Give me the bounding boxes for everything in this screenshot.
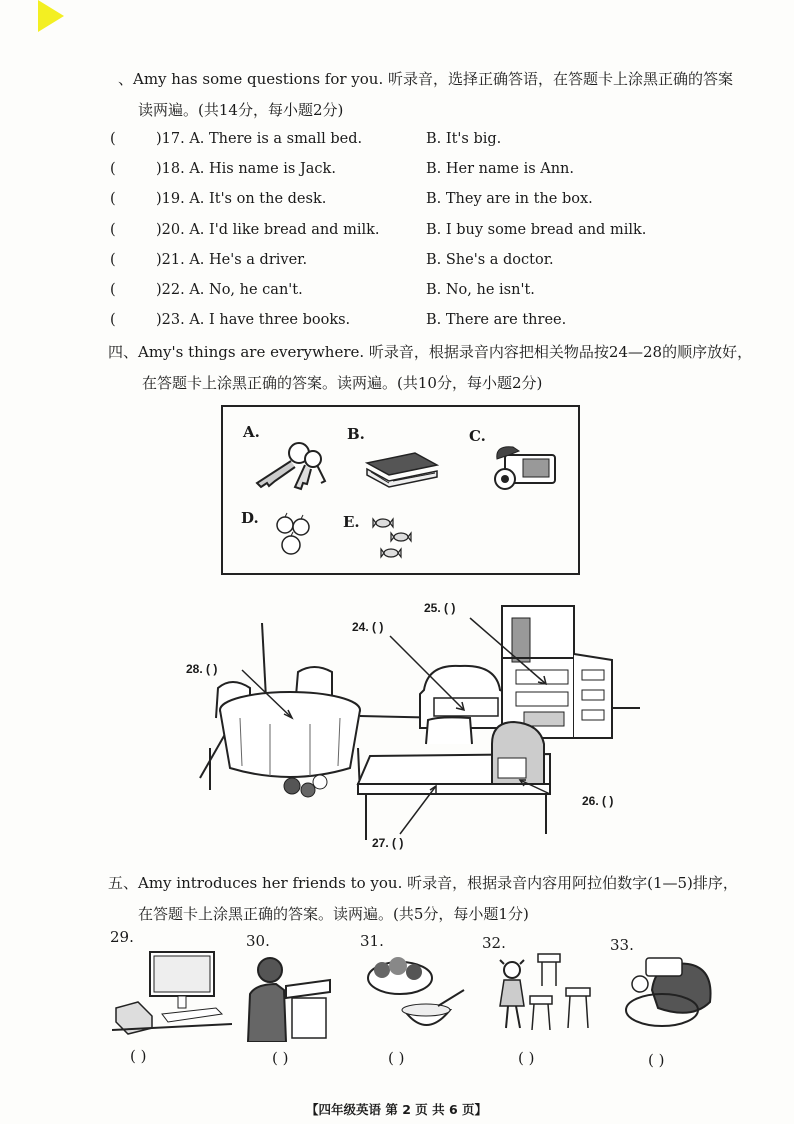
answer-33: ( ) [648, 1051, 665, 1069]
cap-picture [622, 950, 722, 1036]
label-q27: 27. ( ) [372, 836, 404, 850]
page-footer: 【四年级英语 第 2 页 共 6 页】 [306, 1102, 488, 1117]
answer-29: ( ) [130, 1047, 147, 1065]
section5-intro-line1: 五、Amy introduces her friends to you. 听录音，根据录音内容用阿拉伯数字(1—5)排序， [108, 874, 738, 892]
section5-intro-line2: 在答题卡上涂黑正确的答案。读两遍。(共5分，每小题1分) [138, 905, 529, 923]
option-b-text: B. She's a doctor. [426, 251, 554, 268]
answer-paren: ( [110, 251, 116, 268]
items-box [221, 405, 580, 575]
answer-paren: ( [110, 312, 116, 329]
books-icon [363, 443, 443, 491]
label-q25: 25. ( ) [424, 601, 456, 615]
option-a-text: )23. A. I have three books. [156, 312, 351, 329]
label-q28: 28. ( ) [186, 662, 218, 676]
option-b-text: B. I buy some bread and milk. [426, 221, 647, 238]
answer-31: ( ) [388, 1049, 405, 1067]
food-picture [364, 952, 468, 1042]
keys-icon [247, 437, 327, 492]
option-b-text: B. There are three. [426, 312, 567, 329]
section3-intro-line2: 读两遍。(共14分，每小题2分) [138, 101, 344, 119]
person-desk-picture [246, 950, 332, 1042]
corner-marker [38, 0, 64, 32]
answer-paren: ( [110, 282, 116, 298]
option-b-label: B. [347, 425, 365, 443]
option-a-text: )19. A. It's on the desk. [156, 191, 327, 208]
section3-intro-line1: 、Amy has some questions for you. 听录音，选择正确答语，在答题卡上涂黑正确的答案 [118, 70, 734, 88]
num-29: 29. [110, 928, 134, 946]
option-a-label: A. [243, 423, 260, 441]
option-a-text: )18. A. His name is Jack. [156, 161, 336, 178]
answer-paren: ( [110, 191, 116, 208]
num-31: 31. [360, 932, 384, 950]
section4-intro-line2: 在答题卡上涂黑正确的答案。读两遍。(共10分，每小题2分) [142, 374, 543, 392]
computer-picture [112, 948, 232, 1036]
option-b-text: B. They are in the box. [426, 191, 593, 208]
girl-desks-picture [496, 950, 596, 1036]
candies-icon [369, 515, 421, 561]
option-d-label: D. [241, 509, 259, 527]
label-q26: 26. ( ) [582, 794, 614, 808]
num-32: 32. [482, 934, 506, 952]
num-30: 30. [246, 932, 270, 950]
option-e-label: E. [343, 513, 360, 531]
answer-paren: ( [110, 161, 116, 178]
answer-paren: ( [110, 131, 116, 147]
section4-intro-line1: 四、Amy's things are everywhere. 听录音，根据录音内容把相关物品按24—28的顺序放好， [108, 343, 753, 361]
num-33: 33. [610, 936, 634, 954]
option-c-label: C. [469, 427, 486, 445]
answer-30: ( ) [272, 1049, 289, 1067]
option-a-text: )21. A. He's a driver. [156, 251, 308, 268]
label-q24: 24. ( ) [352, 620, 384, 634]
telephone-icon [491, 441, 561, 491]
option-b-text: B. No, he isn't. [426, 282, 535, 298]
answer-paren: ( [110, 221, 116, 238]
answer-32: ( ) [518, 1049, 535, 1067]
option-a-text: )17. A. There is a small bed. [156, 131, 363, 147]
apples-icon [273, 511, 315, 559]
option-a-text: )20. A. I'd like bread and milk. [156, 221, 380, 238]
option-a-text: )22. A. No, he can't. [156, 282, 303, 298]
option-b-text: B. Her name is Ann. [426, 161, 575, 178]
room-scene [180, 598, 640, 848]
option-b-text: B. It's big. [426, 131, 502, 147]
